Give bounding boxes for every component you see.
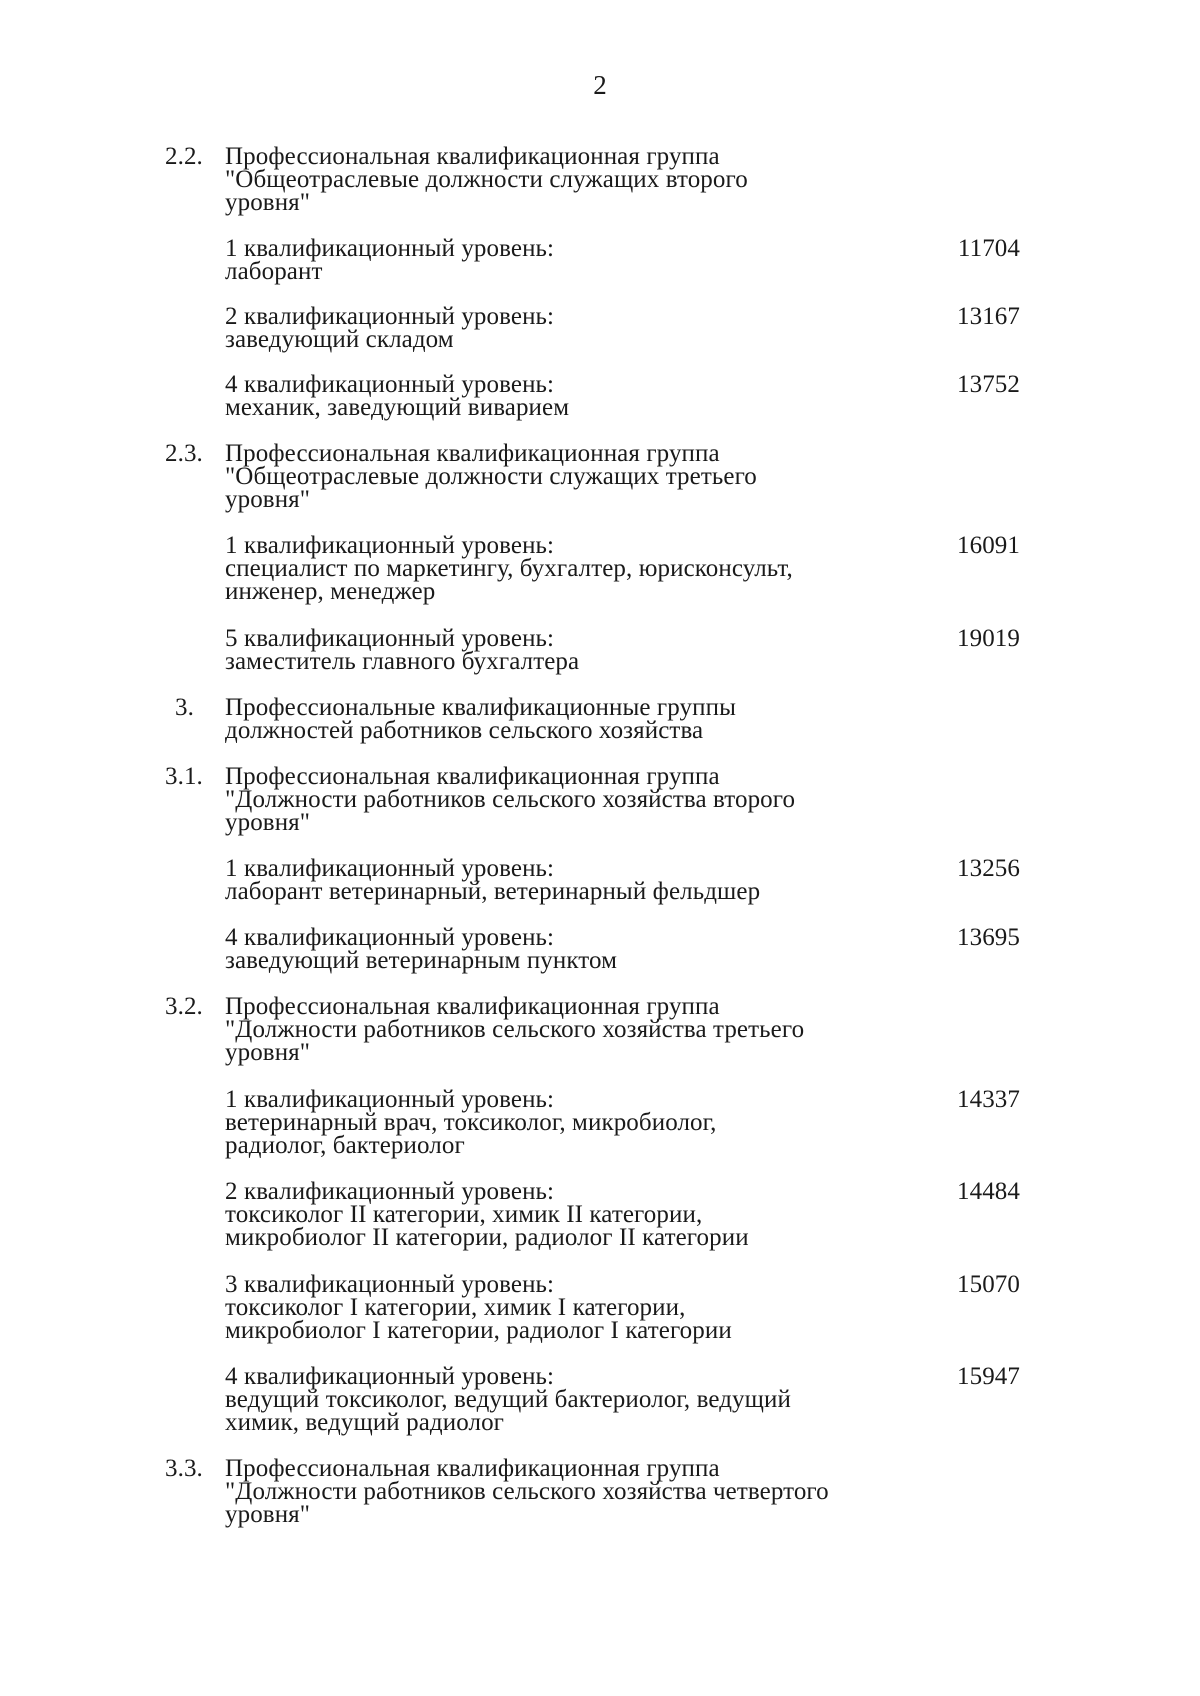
section-title-line: Профессиональная квалификационная группа bbox=[225, 143, 720, 170]
section-title-line: уровня" bbox=[225, 486, 311, 513]
salary-value: 15947 bbox=[957, 1363, 1020, 1390]
level-label: 2 квалификационный уровень: bbox=[225, 303, 555, 330]
section-title-line: уровня" bbox=[225, 189, 311, 216]
section-title-line: "Должности работников сельского хозяйства четвертого bbox=[225, 1478, 829, 1505]
salary-value: 19019 bbox=[957, 625, 1020, 652]
level-positions: химик, ведущий радиолог bbox=[225, 1409, 505, 1436]
level-positions: ветеринарный врач, токсиколог, микробиолог, bbox=[225, 1109, 717, 1136]
salary-value: 16091 bbox=[957, 532, 1020, 559]
level-label: 2 квалификационный уровень: bbox=[225, 1178, 555, 1205]
level-positions: заведующий складом bbox=[225, 326, 454, 353]
section-number: 2.3. bbox=[165, 440, 203, 467]
level-positions: ведущий токсиколог, ведущий бактериолог, ведущий bbox=[225, 1386, 791, 1413]
level-positions: инженер, менеджер bbox=[225, 578, 436, 605]
level-positions: микробиолог I категории, радиолог I категории bbox=[225, 1317, 732, 1344]
level-label: 4 квалификационный уровень: bbox=[225, 1363, 555, 1390]
level-positions: специалист по маркетингу, бухгалтер, юрисконсульт, bbox=[225, 555, 793, 582]
section-title-line: уровня" bbox=[225, 809, 311, 836]
section-title-line: "Общеотраслевые должности служащих второго bbox=[225, 166, 748, 193]
level-positions: микробиолог II категории, радиолог II категории bbox=[225, 1224, 749, 1251]
salary-value: 11704 bbox=[957, 235, 1020, 262]
level-positions: заместитель главного бухгалтера bbox=[225, 648, 580, 675]
section-number: 3.2. bbox=[165, 993, 203, 1020]
section-number: 3. bbox=[175, 694, 194, 721]
level-label: 4 квалификационный уровень: bbox=[225, 371, 555, 398]
level-positions: заведующий ветеринарным пунктом bbox=[225, 947, 618, 974]
page-number: 2 bbox=[593, 70, 607, 100]
level-label: 1 квалификационный уровень: bbox=[225, 235, 555, 262]
section-title-line: должностей работников сельского хозяйства bbox=[225, 717, 704, 744]
salary-value: 13167 bbox=[957, 303, 1020, 330]
section-title-line: Профессиональная квалификационная группа bbox=[225, 993, 720, 1020]
level-positions: токсиколог II категории, химик II категории, bbox=[225, 1201, 703, 1228]
level-positions: радиолог, бактериолог bbox=[225, 1132, 465, 1159]
level-label: 3 квалификационный уровень: bbox=[225, 1271, 555, 1298]
level-positions: механик, заведующий виварием bbox=[225, 394, 570, 421]
section-title-line: "Общеотраслевые должности служащих третьего bbox=[225, 463, 757, 490]
level-label: 4 квалификационный уровень: bbox=[225, 924, 555, 951]
section-title-line: уровня" bbox=[225, 1501, 311, 1528]
level-positions: лаборант bbox=[225, 258, 323, 285]
level-positions: токсиколог I категории, химик I категории, bbox=[225, 1294, 686, 1321]
level-label: 1 квалификационный уровень: bbox=[225, 532, 555, 559]
section-title-line: "Должности работников сельского хозяйства третьего bbox=[225, 1016, 805, 1043]
section-title-line: "Должности работников сельского хозяйства второго bbox=[225, 786, 796, 813]
section-title-line: Профессиональные квалификационные группы bbox=[225, 694, 737, 721]
level-label: 1 квалификационный уровень: bbox=[225, 855, 555, 882]
salary-value: 14484 bbox=[957, 1178, 1020, 1205]
level-label: 5 квалификационный уровень: bbox=[225, 625, 555, 652]
salary-value: 13256 bbox=[957, 855, 1020, 882]
salary-value: 14337 bbox=[957, 1086, 1020, 1113]
section-number: 3.3. bbox=[165, 1455, 203, 1482]
level-label: 1 квалификационный уровень: bbox=[225, 1086, 555, 1113]
salary-value: 13752 bbox=[957, 371, 1020, 398]
salary-value: 15070 bbox=[957, 1271, 1020, 1298]
section-number: 2.2. bbox=[165, 143, 203, 170]
section-title-line: Профессиональная квалификационная группа bbox=[225, 763, 720, 790]
section-title-line: уровня" bbox=[225, 1039, 311, 1066]
section-title-line: Профессиональная квалификационная группа bbox=[225, 440, 720, 467]
section-number: 3.1. bbox=[165, 763, 203, 790]
salary-value: 13695 bbox=[957, 924, 1020, 951]
level-positions: лаборант ветеринарный, ветеринарный фельдшер bbox=[225, 878, 761, 905]
section-title-line: Профессиональная квалификационная группа bbox=[225, 1455, 720, 1482]
